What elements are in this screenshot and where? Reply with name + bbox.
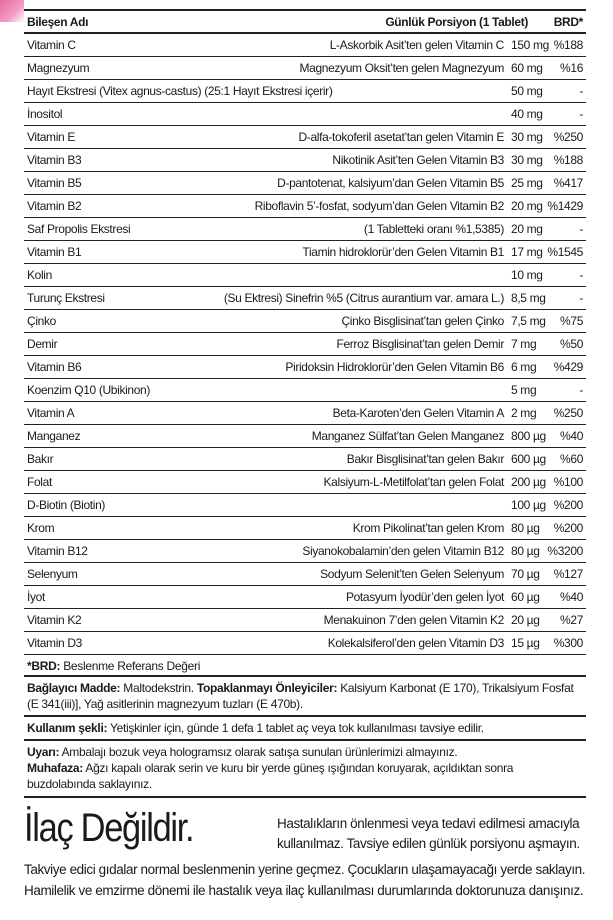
storage-label: Muhafaza: — [27, 761, 83, 775]
ingredient-source: Kolekalsiferol’den gelen Vitamin D3 — [199, 632, 507, 655]
ingredient-brd: %200 — [531, 517, 586, 540]
brd-footnote-text: Beslenme Referans Değeri — [63, 659, 201, 673]
table-row — [24, 241, 586, 264]
ingredient-brd: %429 — [531, 356, 586, 379]
ingredient-brd: %16 — [531, 57, 586, 80]
usage-section — [24, 717, 586, 741]
table-row — [24, 448, 586, 471]
ingredient-brd: %60 — [531, 448, 586, 471]
not-medicine-title: İlaç Değildir. — [24, 806, 194, 850]
table-row — [24, 80, 586, 103]
anticaking-text: Kalsiyum Karbonat (E 170), Trikalsiyum Fosfat (E 341(iii)], Yağ asitlerinin magnezyum tuzları (E 470b). — [27, 681, 574, 711]
ingredient-amount: 150 mg — [507, 33, 531, 57]
brd-footnote — [24, 655, 586, 677]
header-ingredient-name: Bileşen Adı — [24, 10, 199, 33]
ingredient-name: Vitamin B5 — [24, 172, 199, 195]
table-row — [24, 632, 586, 655]
table-row — [24, 333, 586, 356]
table-row — [24, 103, 586, 126]
ingredient-name: Krom — [24, 517, 199, 540]
ingredient-name: Vitamin B6 — [24, 356, 199, 379]
ingredient-brd: %100 — [531, 471, 586, 494]
ingredient-source: L-Askorbik Asit’ten gelen Vitamin C — [199, 33, 507, 57]
table-row — [24, 57, 586, 80]
ingredient-name: İyot — [24, 586, 199, 609]
pink-corner-decoration — [0, 0, 24, 22]
ingredient-amount: 30 mg — [507, 126, 531, 149]
ingredient-amount: 60 mg — [507, 57, 531, 80]
ingredient-brd: %3200 — [531, 540, 586, 563]
ingredient-amount: 40 mg — [507, 103, 531, 126]
ingredient-brd: - — [531, 103, 586, 126]
binder-text: Maltodekstrin. — [123, 681, 194, 695]
ingredient-amount: 20 mg — [507, 195, 531, 218]
table-row — [24, 402, 586, 425]
ingredient-name: Turunç Ekstresi — [24, 287, 199, 310]
ingredient-name: Vitamin A — [24, 402, 199, 425]
ingredient-name: D-Biotin (Biotin) — [24, 494, 199, 517]
nutrition-table — [24, 9, 586, 655]
table-row — [24, 218, 586, 241]
anticaking-label: Topaklanmayı Önleyiciler: — [196, 681, 338, 695]
table-row — [24, 356, 586, 379]
ingredient-name: Demir — [24, 333, 199, 356]
ingredient-brd: %300 — [531, 632, 586, 655]
brd-footnote-label: *BRD: — [27, 659, 61, 673]
warning-label: Uyarı: — [27, 745, 60, 759]
ingredient-name: Çinko — [24, 310, 199, 333]
header-daily-portion: Günlük Porsiyon (1 Tablet) — [199, 10, 531, 33]
ingredient-brd: %417 — [531, 172, 586, 195]
table-row — [24, 310, 586, 333]
ingredient-brd: - — [531, 80, 586, 103]
ingredient-source — [199, 379, 507, 402]
ingredient-brd: %75 — [531, 310, 586, 333]
ingredient-source: Piridoksin Hidroklorür’den Gelen Vitamin B6 — [199, 356, 507, 379]
ingredient-amount: 80 µg — [507, 540, 531, 563]
not-medicine-side-text: Hastalıkların önlenmesi veya tedavi edilmesi amacıyla kullanılmaz. Tavsiye edilen günlük porsiyonu aşmayın. — [277, 816, 580, 851]
ingredient-source: Sodyum Selenit’ten Gelen Selenyum — [199, 563, 507, 586]
ingredient-brd: - — [531, 379, 586, 402]
ingredient-brd: %27 — [531, 609, 586, 632]
ingredient-amount: 5 mg — [507, 379, 531, 402]
ingredient-brd: - — [531, 287, 586, 310]
ingredient-brd: - — [531, 218, 586, 241]
table-row — [24, 609, 586, 632]
ingredient-amount: 70 µg — [507, 563, 531, 586]
table-row — [24, 126, 586, 149]
ingredient-brd: %250 — [531, 126, 586, 149]
ingredient-amount: 2 mg — [507, 402, 531, 425]
ingredient-brd: %1545 — [531, 241, 586, 264]
ingredient-name: Manganez — [24, 425, 199, 448]
table-row — [24, 379, 586, 402]
ingredient-source: Riboflavin 5’-fosfat, sodyum’dan Gelen Vitamin B2 — [199, 195, 507, 218]
ingredient-amount: 17 mg — [507, 241, 531, 264]
not-medicine-rest-text: Takviye edici gıdalar normal beslenmenin yerine geçmez. Çocukların ulaşamayacağı yerde saklayın. Hamilelik ve emzirme dönemi ile hastalık veya ilaç kullanılması durumlarında doktorunuza danışınız. — [24, 862, 586, 898]
ingredient-source: D-pantotenat, kalsiyum’dan Gelen Vitamin B5 — [199, 172, 507, 195]
ingredient-source: D-alfa-tokoferil asetat’tan gelen Vitamin E — [199, 126, 507, 149]
table-row — [24, 149, 586, 172]
ingredient-amount: 600 µg — [507, 448, 531, 471]
ingredient-amount: 15 µg — [507, 632, 531, 655]
ingredient-brd: %127 — [531, 563, 586, 586]
ingredient-brd: - — [531, 264, 586, 287]
ingredient-name: Kolin — [24, 264, 199, 287]
ingredient-name: Vitamin E — [24, 126, 199, 149]
ingredient-source: Magnezyum Oksit’ten gelen Magnezyum — [199, 57, 507, 80]
ingredient-amount: 50 mg — [507, 80, 531, 103]
ingredient-name: Bakır — [24, 448, 199, 471]
table-row — [24, 33, 586, 57]
table-row — [24, 471, 586, 494]
usage-text: Yetişkinler için, günde 1 defa 1 tablet aç veya tok kullanılması tavsiye edilir. — [110, 721, 484, 735]
ingredient-amount: 20 µg — [507, 609, 531, 632]
ingredient-name: Vitamin D3 — [24, 632, 199, 655]
warning-line — [27, 744, 583, 760]
ingredient-source — [199, 103, 507, 126]
ingredient-amount: 60 µg — [507, 586, 531, 609]
ingredient-amount: 7 mg — [507, 333, 531, 356]
ingredient-name: Saf Propolis Ekstresi — [24, 218, 199, 241]
header-brd: BRD* — [531, 10, 586, 33]
table-row — [24, 425, 586, 448]
ingredient-amount: 200 µg — [507, 471, 531, 494]
ingredient-source — [199, 264, 507, 287]
table-body — [24, 33, 586, 655]
usage-label: Kullanım şekli: — [27, 721, 108, 735]
ingredient-source: Ferroz Bisglisinat’tan gelen Demir — [199, 333, 507, 356]
ingredient-amount: 30 mg — [507, 149, 531, 172]
label-panel — [24, 9, 586, 904]
ingredient-source: Nikotinik Asit’ten Gelen Vitamin B3 — [199, 149, 507, 172]
ingredient-name: Magnezyum — [24, 57, 199, 80]
ingredient-source: (Su Ektresi) Sinefrin %5 (Citrus aurantium var. amara L.) — [199, 287, 507, 310]
not-medicine-notice — [24, 804, 586, 904]
warning-storage-section — [24, 741, 586, 798]
ingredient-amount: 8,5 mg — [507, 287, 531, 310]
ingredient-source: Potasyum İyodür’den gelen İyot — [199, 586, 507, 609]
ingredient-brd: %188 — [531, 33, 586, 57]
table-row — [24, 264, 586, 287]
binder-section — [24, 677, 586, 717]
ingredient-amount: 800 µg — [507, 425, 531, 448]
ingredient-source: Kalsiyum-L-Metilfolat’tan gelen Folat — [199, 471, 507, 494]
ingredient-source: Menakuinon 7’den gelen Vitamin K2 — [199, 609, 507, 632]
ingredient-name: Vitamin C — [24, 33, 199, 57]
ingredient-name: Vitamin B1 — [24, 241, 199, 264]
ingredient-brd: %50 — [531, 333, 586, 356]
binder-label: Bağlayıcı Madde: — [27, 681, 121, 695]
table-row — [24, 563, 586, 586]
ingredient-amount: 20 mg — [507, 218, 531, 241]
ingredient-name: Koenzim Q10 (Ubikinon) — [24, 379, 199, 402]
ingredient-name: Vitamin B3 — [24, 149, 199, 172]
table-row — [24, 586, 586, 609]
ingredient-source: Çinko Bisglisinat’tan gelen Çinko — [199, 310, 507, 333]
warning-text: Ambalajı bozuk veya hologramsız olarak satışa sunulan ürünlerimizi almayınız. — [61, 745, 458, 759]
ingredient-amount: 7,5 mg — [507, 310, 531, 333]
ingredient-name: Vitamin K2 — [24, 609, 199, 632]
ingredient-amount: 100 µg — [507, 494, 531, 517]
ingredient-source: Beta-Karoten’den Gelen Vitamin A — [199, 402, 507, 425]
ingredient-source: Tiamin hidroklorür’den Gelen Vitamin B1 — [199, 241, 507, 264]
table-row — [24, 287, 586, 310]
ingredient-name: Vitamin B2 — [24, 195, 199, 218]
ingredient-brd: %40 — [531, 425, 586, 448]
ingredient-source — [199, 494, 507, 517]
table-row — [24, 172, 586, 195]
ingredient-source: Krom Pikolinat’tan gelen Krom — [199, 517, 507, 540]
ingredient-name: Vitamin B12 — [24, 540, 199, 563]
ingredient-amount: 25 mg — [507, 172, 531, 195]
ingredient-brd: %40 — [531, 586, 586, 609]
storage-text: Ağzı kapalı olarak serin ve kuru bir yerde güneş ışığından koruyarak, açıldıktan sonra buzdolabında saklayınız. — [27, 761, 514, 791]
table-header-row — [24, 10, 586, 33]
ingredient-brd: %1429 — [531, 195, 586, 218]
ingredient-amount: 6 mg — [507, 356, 531, 379]
ingredient-source: Bakır Bisglisinat’tan gelen Bakır — [199, 448, 507, 471]
ingredient-source: Manganez Sülfat’tan Gelen Manganez — [199, 425, 507, 448]
ingredient-name: İnositol — [24, 103, 199, 126]
table-row — [24, 517, 586, 540]
ingredient-name: Folat — [24, 471, 199, 494]
table-row — [24, 195, 586, 218]
ingredient-name: Selenyum — [24, 563, 199, 586]
ingredient-source: Siyanokobalamin’den gelen Vitamin B12 — [199, 540, 507, 563]
ingredient-source: (1 Tabletteki oranı %1,5385) — [199, 218, 507, 241]
ingredient-amount: 10 mg — [507, 264, 531, 287]
ingredient-brd: %250 — [531, 402, 586, 425]
ingredient-brd: %200 — [531, 494, 586, 517]
ingredient-amount: 80 µg — [507, 517, 531, 540]
ingredient-name: Hayıt Ekstresi (Vitex agnus-castus) (25:1 Hayıt Ekstresi içerir) — [24, 80, 507, 103]
ingredient-brd: %188 — [531, 149, 586, 172]
storage-line — [27, 760, 583, 792]
table-row — [24, 494, 586, 517]
table-row — [24, 540, 586, 563]
